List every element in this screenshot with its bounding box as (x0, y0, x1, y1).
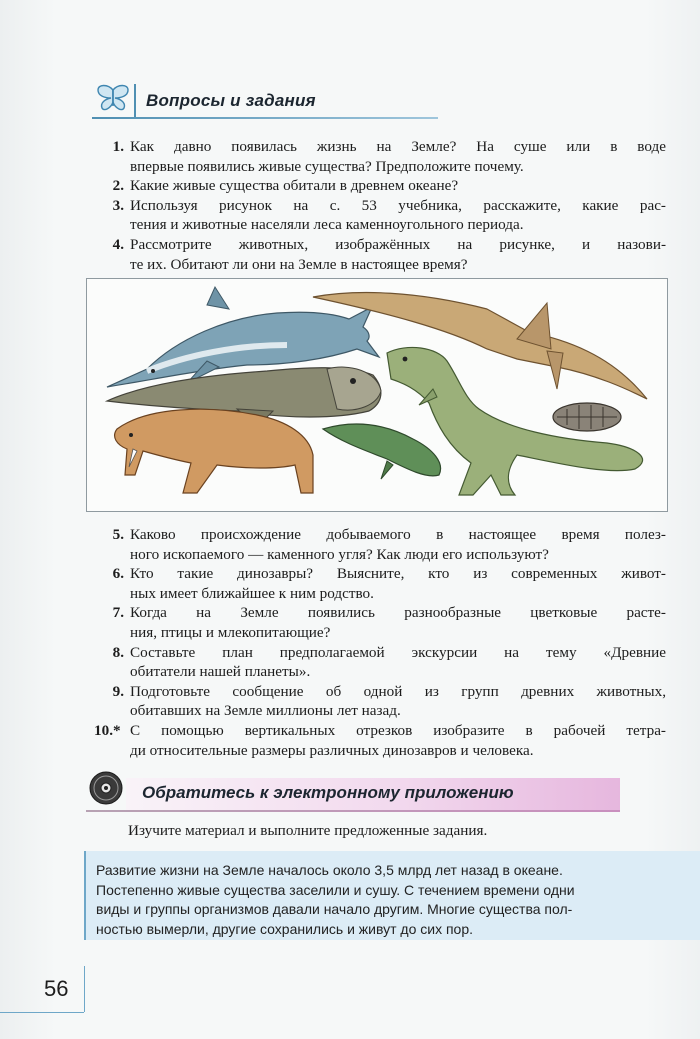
question-number: 7. (112, 604, 124, 622)
question-line: Составьте план предполагаемой экскурсии на тему «Древние (130, 643, 666, 661)
page-number-rule (84, 966, 85, 1012)
question-item (104, 196, 666, 235)
summary-line: Постепенно живые существа заселили и сушу. С течением времени одни (96, 881, 575, 898)
question-number: 5. (112, 526, 124, 543)
question-item (104, 176, 666, 196)
question-line: те их. Обитают ли они на Земле в настоящее время? (130, 255, 468, 273)
question-number: 1. (112, 138, 124, 155)
question-line: Какие живые существа обитали в древнем океане? (130, 177, 459, 195)
summary-box (84, 851, 700, 940)
summary-line: ностью вымерли, другие сохранились и живут до сих пор. (96, 920, 474, 937)
question-line: ного ископаемого — каменного угля? Как люди его используют? (130, 545, 549, 563)
question-item (104, 682, 666, 721)
page-number: 56 (44, 976, 69, 1001)
page-number-rule (0, 1012, 84, 1013)
amphibian-figure (323, 424, 441, 479)
question-line: Когда на Земле появились разнообразные цветковые расте- (130, 604, 666, 622)
question-line: Рассмотрите животных, изображённых на рисунке, и назови- (130, 235, 666, 253)
question-line: обитатели нашей планеты». (130, 663, 311, 681)
question-number: 8. (112, 643, 124, 661)
supplement-title: Обратитесь к электронному приложению (142, 783, 514, 802)
ancient-animals-illustration (86, 278, 668, 512)
question-number: 10.* (94, 721, 121, 739)
question-number: 2. (112, 177, 124, 195)
question-line: тения и животные населяли леса каменноугольного периода. (130, 216, 524, 234)
supplement-instruction: Изучите материал и выполните предложенные задания. (128, 822, 488, 839)
question-item (104, 137, 666, 176)
question-line: Подготовьте сообщение об одной из групп древних животных, (130, 682, 666, 700)
section-title: Вопросы и задания (146, 91, 316, 110)
question-item (104, 564, 666, 603)
question-line: С помощью вертикальных отрезков изобразите в рабочей тетра- (130, 721, 666, 739)
question-line: впервые появились живые существа? Предположите почему. (130, 157, 524, 175)
trilobite-figure (553, 403, 621, 431)
question-number: 9. (112, 682, 124, 700)
question-item (94, 721, 666, 760)
summary-line: виды и группы организмов давали начало другим. Многие существа пол- (96, 901, 573, 917)
questions-top (104, 137, 666, 274)
summary-line: Развитие жизни на Земле началось около 3,5 млрд лет назад в океане. (96, 862, 563, 878)
question-number: 4. (112, 235, 124, 253)
summary-text (96, 861, 676, 939)
section-header (92, 78, 438, 118)
question-line: ди относительные размеры различных динозавров и человека. (130, 741, 534, 759)
question-item (104, 235, 666, 274)
electronic-supplement-header (86, 768, 620, 812)
saber-tooth-cat-figure (115, 409, 313, 493)
question-line: ния, птицы и млекопитающие? (130, 623, 331, 641)
question-line: обитавших на Земле миллионы лет назад. (130, 702, 401, 720)
question-line: Используя рисунок на с. 53 учебника, расскажите, какие рас- (130, 196, 666, 214)
question-number: 6. (112, 565, 124, 583)
animals-drawing (87, 279, 667, 511)
question-item (104, 643, 666, 682)
question-line: ных имеет ближайшее к ним родство. (130, 584, 374, 602)
question-line: Каково происхождение добываемого в настоящее время полез- (130, 526, 666, 543)
question-item (104, 603, 666, 642)
question-item (104, 525, 666, 564)
butterfly-icon (96, 84, 130, 112)
question-line: Как давно появилась жизнь на Земле? На суше или в воде (130, 138, 666, 155)
disc-icon (88, 770, 124, 806)
question-line: Кто такие динозавры? Выясните, кто из современных живот- (130, 565, 666, 583)
question-number: 3. (112, 196, 124, 214)
questions-bottom (94, 525, 666, 760)
